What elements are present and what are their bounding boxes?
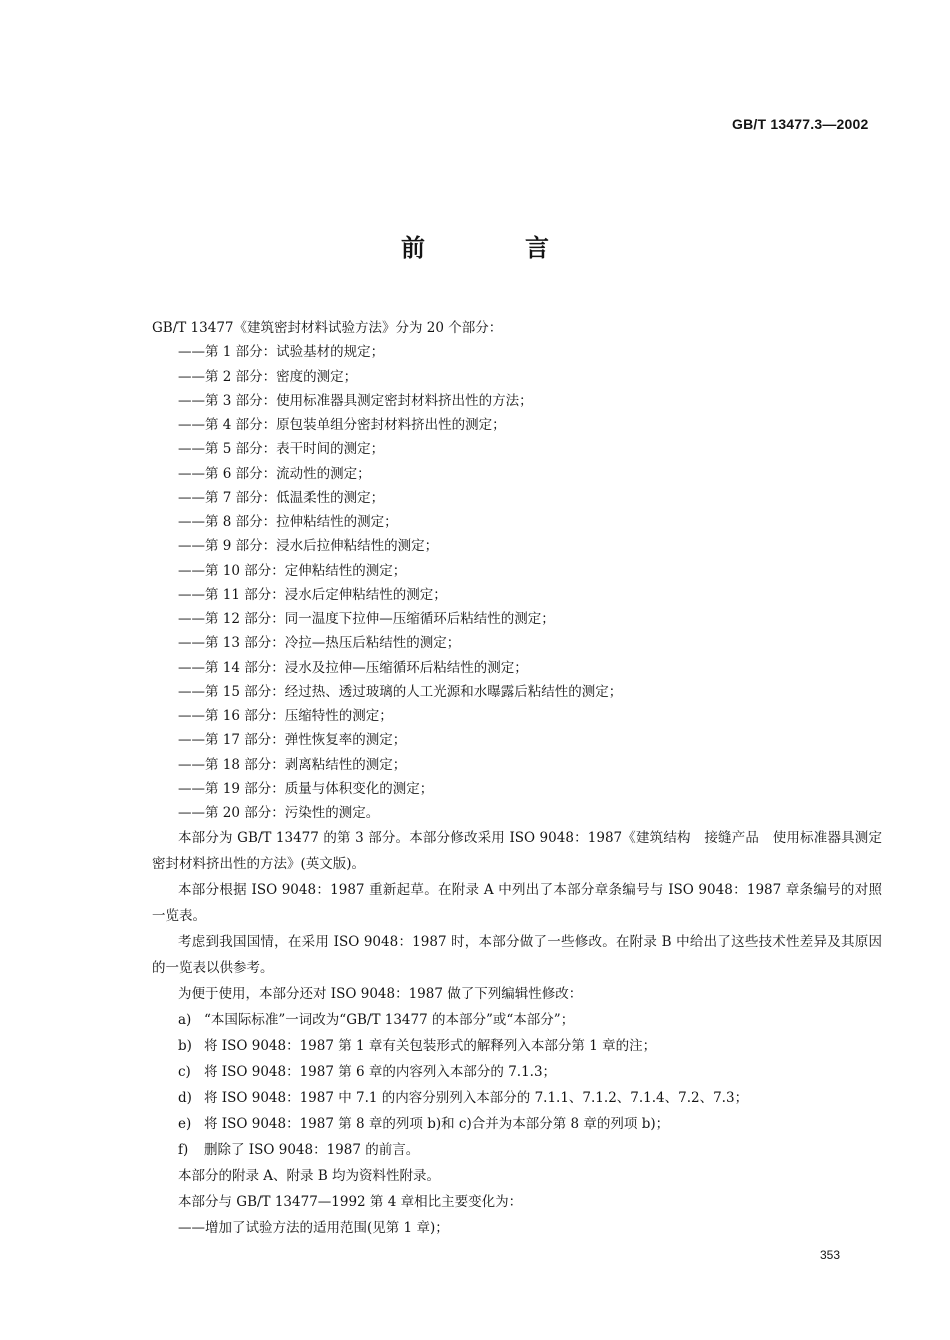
list-item: ——第 18 部分：剥离粘结性的测定；	[178, 756, 407, 773]
edits-list	[152, 1007, 882, 1163]
item-label: a)	[178, 1012, 192, 1029]
list-item	[152, 1137, 882, 1163]
list-item	[152, 1085, 882, 1111]
list-item: ——第 4 部分：原包装单组分密封材料挤出性的测定；	[178, 417, 506, 433]
list-item: ——第 12 部分：同一温度下拉伸—压缩循环后粘结性的测定；	[178, 611, 555, 627]
intro-line: GB/T 13477《建筑密封材料试验方法》分为 20 个部分：	[152, 320, 503, 336]
paragraph: 本部分根据 ISO 9048：1987 重新起草。在附录 A 中列出了本部分章条编号与 ISO 9048：1987 章条编号的对照一览表。	[152, 882, 882, 925]
list-item: ——第 7 部分：低温柔性的测定；	[178, 489, 385, 506]
list-item: ——第 5 部分：表干时间的测定；	[178, 441, 385, 458]
list-item	[152, 1059, 882, 1085]
list-item	[152, 1033, 882, 1059]
item-text: 删除了 ISO 9048：1987 的前言。	[204, 1142, 420, 1159]
paragraph: 本部分为 GB/T 13477 的第 3 部分。本部分修改采用 ISO 9048：1987《建筑结构 接缝产品 使用标准器具测定密封材料挤出性的方法》(英文版)。	[152, 830, 882, 873]
closing-line: 本部分的附录 A、附录 B 均为资料性附录。	[178, 1168, 441, 1185]
item-label: d)	[178, 1090, 192, 1107]
list-item: ——第 20 部分：污染性的测定。	[178, 805, 380, 821]
edit-intro: 为便于使用，本部分还对 ISO 9048：1987 做了下列编辑性修改：	[178, 986, 583, 1003]
list-item	[152, 1111, 882, 1137]
list-item: ——第 11 部分：浸水后定伸粘结性的测定；	[178, 586, 447, 603]
list-item: ——第 6 部分：流动性的测定；	[178, 465, 371, 482]
closing-line: ——增加了试验方法的适用范围(见第 1 章)；	[178, 1220, 449, 1237]
list-item: ——第 8 部分：拉伸粘结性的测定；	[178, 514, 398, 530]
page-title: 前 言	[401, 234, 587, 262]
closing-line: 本部分与 GB/T 13477—1992 第 4 章相比主要变化为：	[178, 1194, 523, 1211]
item-text: 将 ISO 9048：1987 第 8 章的列项 b)和 c)合并为本部分第 8 章的列项 b)；	[204, 1116, 670, 1133]
list-item: ——第 3 部分：使用标准器具测定密封材料挤出性的方法；	[178, 392, 533, 409]
page-number: 353	[820, 1248, 841, 1262]
list-item: ——第 2 部分：密度的测定；	[178, 368, 358, 385]
list-item	[152, 1007, 882, 1033]
list-item: ——第 17 部分：弹性恢复率的测定；	[178, 732, 407, 749]
list-item: ——第 1 部分：试验基材的规定；	[178, 344, 385, 361]
standard-code: GB/T 13477.3—2002	[732, 116, 869, 132]
item-label: b)	[178, 1038, 192, 1055]
list-item: ——第 9 部分：浸水后拉伸粘结性的测定；	[178, 538, 439, 555]
list-item: ——第 10 部分：定伸粘结性的测定；	[178, 562, 407, 579]
item-text: 将 ISO 9048：1987 中 7.1 的内容分别列入本部分的 7.1.1、7.1.2、7.1.4、7.2、7.3；	[204, 1090, 749, 1107]
document-body	[152, 316, 882, 1241]
list-item: ——第 16 部分：压缩特性的测定；	[178, 708, 393, 724]
item-label: f)	[178, 1142, 189, 1159]
item-text: 将 ISO 9048：1987 第 1 章有关包装形式的解释列入本部分第 1 章的注；	[204, 1038, 657, 1055]
item-text: 将 ISO 9048：1987 第 6 章的内容列入本部分的 7.1.3；	[204, 1064, 557, 1081]
list-item: ——第 14 部分：浸水及拉伸—压缩循环后粘结性的测定；	[178, 659, 528, 676]
list-item: ——第 19 部分：质量与体积变化的测定；	[178, 780, 434, 797]
item-text: “本国际标准”一词改为“GB/T 13477 的本部分”或“本部分”；	[204, 1012, 575, 1029]
item-label: c)	[178, 1064, 191, 1081]
list-item: ——第 13 部分：冷拉—热压后粘结性的测定；	[178, 635, 461, 652]
parts-list	[152, 340, 882, 825]
item-label: e)	[178, 1116, 192, 1133]
list-item: ——第 15 部分：经过热、透过玻璃的人工光源和水曝露后粘结性的测定；	[178, 683, 623, 700]
paragraph: 考虑到我国国情，在采用 ISO 9048：1987 时，本部分做了一些修改。在附录 B 中给出了这些技术性差异及其原因的一览表以供参考。	[152, 934, 882, 977]
